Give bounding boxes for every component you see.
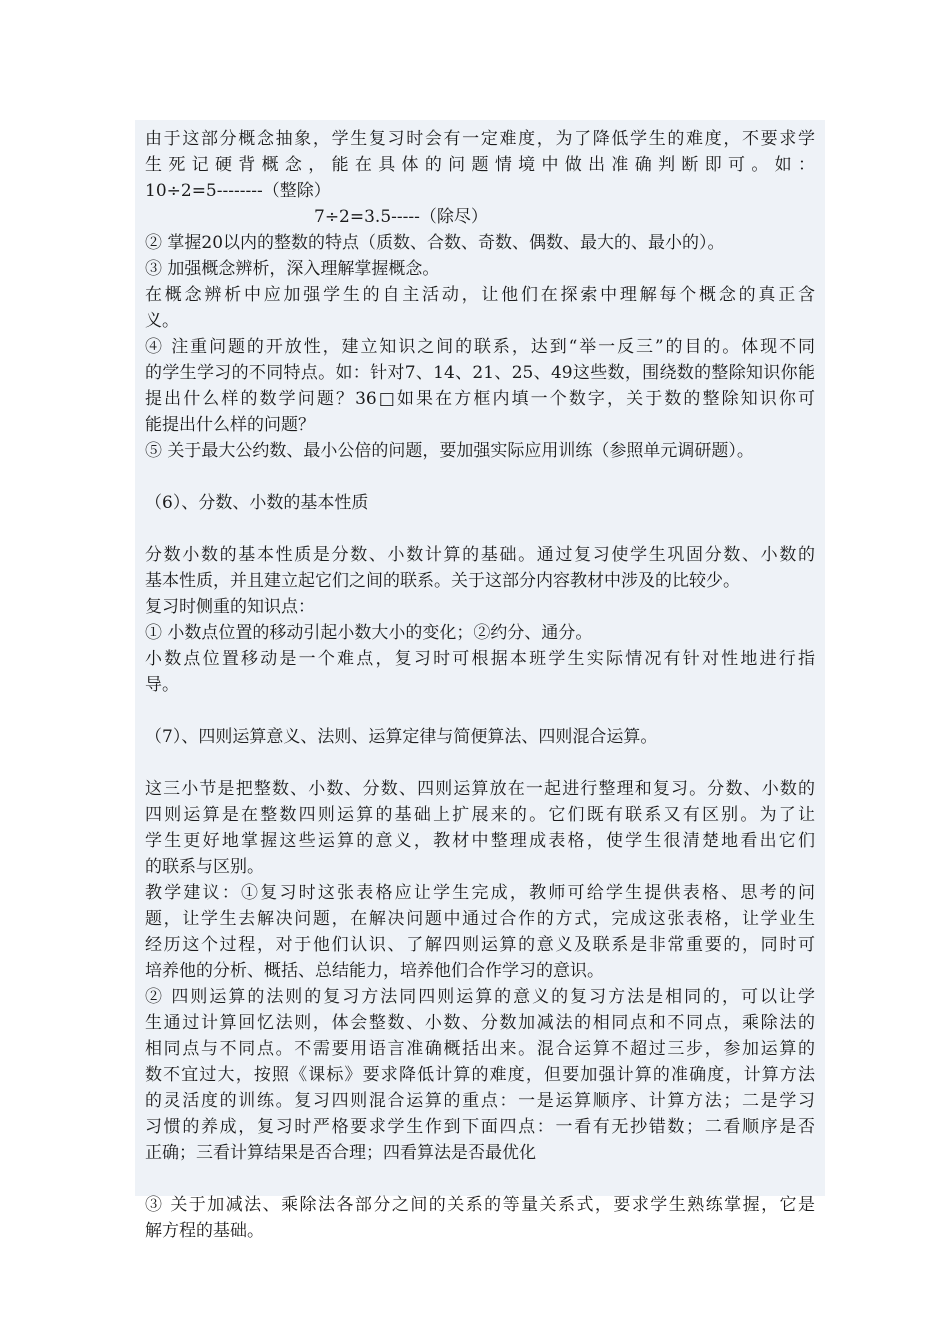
section-heading: （7）、四则运算意义、法则、运算定律与简便算法、四则混合运算。 (145, 727, 658, 747)
text-line: ② 四则运算的法则的复习方法同四则运算的意义的复习方法是相同的，可以让学 (145, 987, 815, 1007)
text-line: ① 小数点位置的移动引起小数大小的变化；②约分、通分。 (145, 623, 593, 643)
text-line: 导。 (145, 675, 179, 695)
formula-line: 10÷2=5--------（整除） (145, 181, 331, 201)
text-line: 分数小数的基本性质是分数、小数计算的基础。通过复习使学生巩固分数、小数的 (145, 545, 815, 565)
text-line: 数不宜过大，按照《课标》要求降低计算的难度，但要加强计算的准确度，计算方法 (145, 1065, 815, 1085)
blank-line (145, 464, 815, 490)
text-line: 的联系与区别。 (145, 857, 264, 877)
text-line: 这三小节是把整数、小数、分数、四则运算放在一起进行整理和复习。分数、小数的 (145, 779, 815, 799)
text-line: 义。 (145, 311, 179, 331)
text-line: ② 掌握20以内的整数的特点（质数、合数、奇数、偶数、最大的、最小的）。 (145, 233, 725, 253)
text-line: 解方程的基础。 (145, 1221, 264, 1241)
text-line: 四则运算是在整数四则运算的基础上扩展来的。它们既有联系又有区别。为了让 (145, 805, 815, 825)
text-line: 经历这个过程，对于他们认识、了解四则运算的意义及联系是非常重要的，同时可 (145, 935, 815, 955)
text-line: ③ 关于加减法、乘除法各部分之间的关系的等量关系式，要求学生熟练掌握，它是 (145, 1195, 815, 1215)
document-text-block (135, 120, 825, 1241)
text-line: 提出什么样的数学问题？36□如果在方框内填一个数字，关于数的整除知识你可 (145, 389, 815, 409)
text-line: 正确；三看计算结果是否合理；四看算法是否最优化 (145, 1143, 536, 1163)
text-line: 习惯的养成，复习时严格要求学生作到下面四点：一看有无抄错数；二看顺序是否 (145, 1117, 815, 1137)
text-line: 能提出什么样的问题？ (145, 415, 315, 435)
text-line: ③ 加强概念辨析，深入理解掌握概念。 (145, 259, 440, 279)
text-line: 生通过计算回忆法则，体会整数、小数、分数加减法的相同点和不同点，乘除法的 (145, 1013, 815, 1033)
section-heading: （6）、分数、小数的基本性质 (145, 493, 369, 513)
text-line: ⑤ 关于最大公约数、最小公倍的问题，要加强实际应用训练（参照单元调研题）。 (145, 441, 754, 461)
text-line: 教学建议：①复习时这张表格应让学生完成，教师可给学生提供表格、思考的问 (145, 883, 815, 903)
text-line: 基本性质，并且建立起它们之间的联系。关于这部分内容教材中涉及的比较少。 (145, 571, 740, 591)
text-line: 复习时侧重的知识点： (145, 597, 315, 617)
text-line: 学生更好地掌握这些运算的意义，教材中整理成表格，使学生很清楚地看出它们 (145, 831, 815, 851)
text-line: ④ 注重问题的开放性，建立知识之间的联系，达到“举一反三”的目的。体现不同 (145, 337, 815, 357)
text-line: 的灵活度的训练。复习四则混合运算的重点：一是运算顺序、计算方法；二是学习 (145, 1091, 815, 1111)
text-line: 生死记硬背概念，能在具体的问题情境中做出准确判断即可。如： (145, 155, 815, 175)
blank-line (145, 698, 815, 724)
text-line: 相同点与不同点。不需要用语言准确概括出来。混合运算不超过三步，参加运算的 (145, 1039, 815, 1059)
formula-line: 7÷2=3.5-----（除尽） (314, 207, 488, 227)
text-line: 培养他的分析、概括、总结能力，培养他们合作学习的意识。 (145, 961, 604, 981)
blank-line (145, 750, 815, 776)
text-line: 小数点位置移动是一个难点，复习时可根据本班学生实际情况有针对性地进行指 (145, 649, 815, 669)
blank-line (145, 516, 815, 542)
text-line: 的学生学习的不同特点。如：针对7、14、21、25、49这些数，围绕数的整除知识你能 (145, 363, 815, 383)
blank-line (145, 1166, 815, 1192)
text-line: 由于这部分概念抽象，学生复习时会有一定难度，为了降低学生的难度，不要求学 (145, 129, 815, 149)
text-line: 题，让学生去解决问题，在解决问题中通过合作的方式，完成这张表格，让学业生 (145, 909, 815, 929)
text-line: 在概念辨析中应加强学生的自主活动，让他们在探索中理解每个概念的真正含 (145, 285, 815, 305)
